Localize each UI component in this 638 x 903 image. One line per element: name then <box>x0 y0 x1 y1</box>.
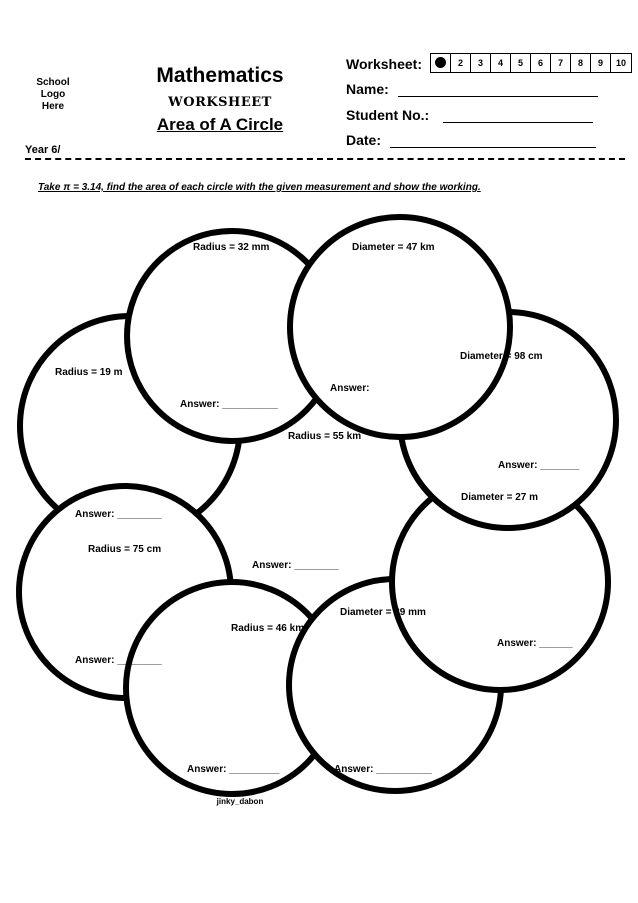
measurement-diameter-39: Diameter = 39 mm <box>340 607 426 618</box>
school-logo-placeholder <box>30 77 76 113</box>
date-field[interactable] <box>390 133 596 148</box>
answer-diameter-47[interactable]: Answer: <box>330 383 370 394</box>
page-title: Mathematics <box>156 64 284 87</box>
student-no-label: Student No.: <box>346 107 430 123</box>
date-label: Date: <box>346 132 382 148</box>
worksheet-box-4[interactable]: 4 <box>491 54 511 72</box>
answer-diameter-98[interactable]: Answer: _______ <box>498 460 580 471</box>
measurement-diameter-27: Diameter = 27 m <box>461 492 538 503</box>
answer-diameter-27[interactable]: Answer: ______ <box>497 638 573 649</box>
answer-radius-46[interactable]: Answer: _________ <box>187 764 280 775</box>
measurement-radius-75: Radius = 75 cm <box>88 544 162 555</box>
measurement-radius-55: Radius = 55 km <box>288 431 362 442</box>
logo-text: School Logo Here <box>36 77 70 112</box>
answer-radius-19[interactable]: Answer: ________ <box>75 509 162 520</box>
topic-heading: Area of A Circle <box>156 115 284 134</box>
worksheet-number-boxes <box>430 53 632 73</box>
worksheet-box-8[interactable]: 8 <box>571 54 591 72</box>
header-divider <box>25 158 625 160</box>
answer-radius-75[interactable]: Answer: ________ <box>75 655 162 666</box>
author-credit: jinky_dabon <box>216 797 264 806</box>
page-subtitle: WORKSHEET <box>168 95 272 110</box>
measurement-diameter-47: Diameter = 47 km <box>352 242 435 253</box>
worksheet-box-1[interactable] <box>431 54 451 72</box>
worksheet-box-5[interactable]: 5 <box>511 54 531 72</box>
answer-diameter-39[interactable]: Answer: __________ <box>334 764 432 775</box>
name-label: Name: <box>346 81 389 97</box>
measurement-radius-46: Radius = 46 km <box>231 623 305 634</box>
instruction-text: Take π = 3.14, find the area of each circle with the given measurement and show the working. <box>38 182 481 193</box>
answer-radius-55[interactable]: Answer: ________ <box>252 560 339 571</box>
measurement-radius-32: Radius = 32 mm <box>193 242 270 253</box>
worksheet-label: Worksheet: <box>346 56 422 72</box>
year-label: Year 6/ <box>25 144 61 156</box>
worksheet-box-6[interactable]: 6 <box>531 54 551 72</box>
filled-dot-icon <box>435 57 446 68</box>
name-field[interactable] <box>398 82 598 97</box>
answer-radius-32[interactable]: Answer: __________ <box>180 399 278 410</box>
student-no-field[interactable] <box>443 108 593 123</box>
worksheet-box-3[interactable]: 3 <box>471 54 491 72</box>
worksheet-box-7[interactable]: 7 <box>551 54 571 72</box>
measurement-radius-19: Radius = 19 m <box>55 367 123 378</box>
measurement-diameter-98: Diameter = 98 cm <box>460 351 543 362</box>
worksheet-box-2[interactable]: 2 <box>451 54 471 72</box>
worksheet-box-10[interactable]: 10 <box>615 58 626 68</box>
worksheet-box-9[interactable]: 9 <box>591 54 611 72</box>
